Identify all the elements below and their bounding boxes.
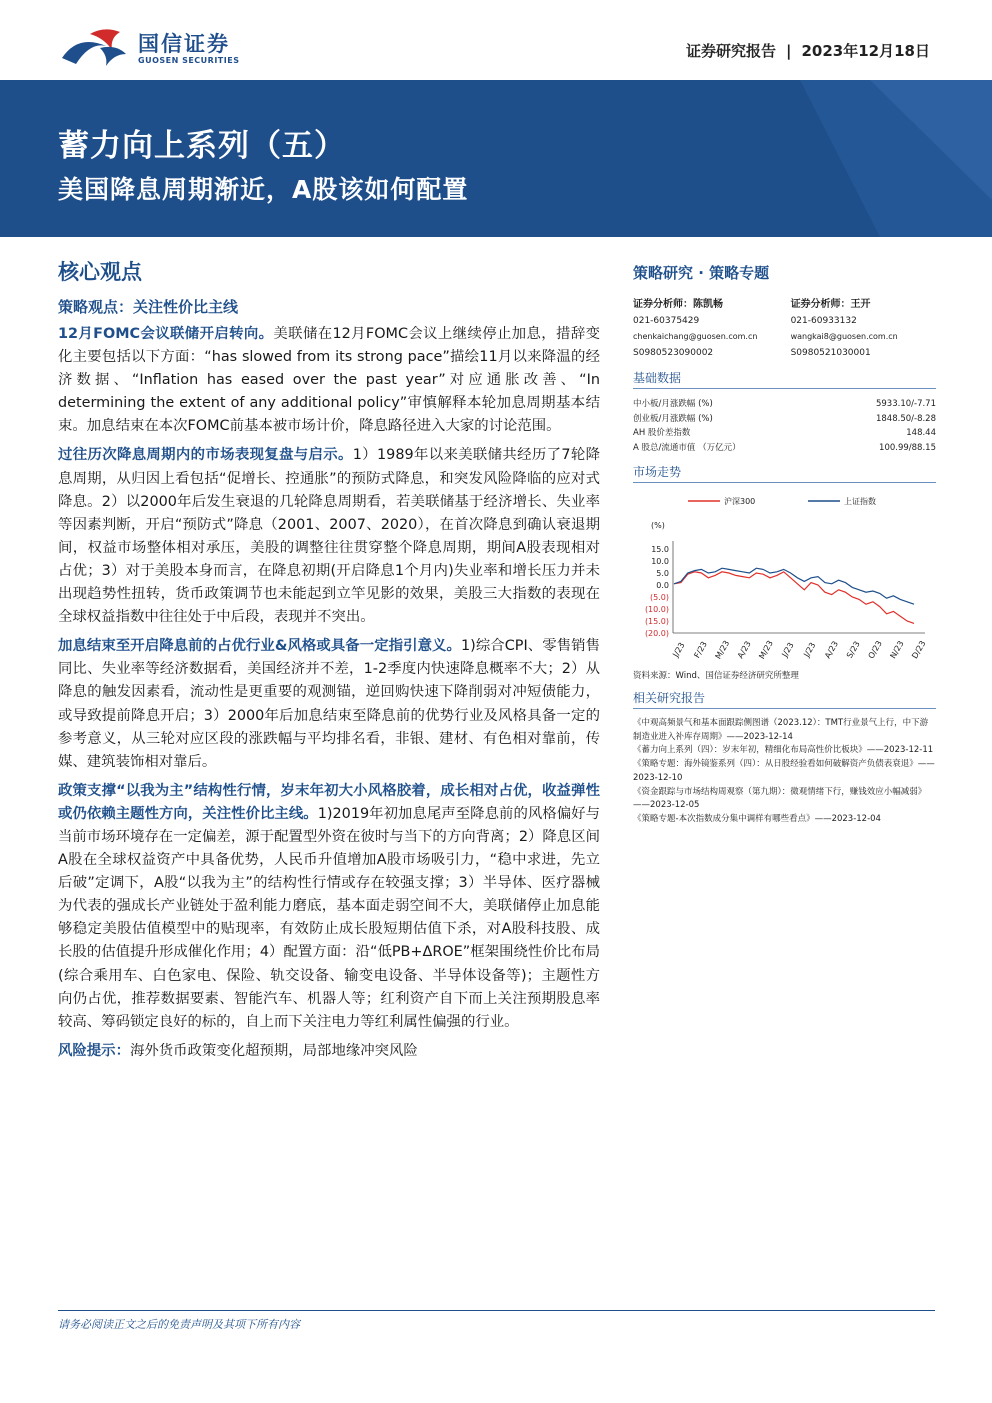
paragraph (58, 323, 600, 438)
related-report-item[interactable]: 《策略专题-本次指数成分集中调样有哪些看点》——2023-12-04 (633, 813, 881, 824)
analyst-phone: 021-60375429 (633, 316, 700, 326)
related-report-item[interactable]: 《中观高频景气和基本面跟踪侧图谱（2023.12）：TMT行业景气上行，中下游制造业进入补库存周期》——2023-12-14 (633, 718, 929, 742)
y-tick-label: 15.0 (651, 545, 669, 554)
market-trend-heading: 市场走势 (633, 463, 936, 483)
paragraph (58, 635, 600, 774)
report-meta (686, 40, 930, 61)
basic-data-label: A 股总/流通市值 （万亿元） (633, 442, 741, 453)
series-line-上证指数 (674, 568, 914, 604)
basic-data-row (633, 412, 936, 427)
chart-source: 资料来源：Wind、国信证券经济研究所整理 (633, 671, 799, 681)
basic-data-label: AH 股价差指数 (633, 428, 691, 438)
market-trend-chart (633, 491, 936, 661)
market-trend-svg (633, 491, 936, 661)
related-report-item[interactable]: 《资金跟踪与市场结构周观察（第九期）：微观情绪下行，赚钱效应小幅减弱》——2023-12-05 (633, 786, 927, 811)
basic-data-row (633, 441, 936, 456)
x-tick-label: N/23 (888, 639, 906, 661)
analyst-email[interactable]: chenkaichang@guosen.com.cn (633, 332, 758, 341)
report-type: 证券研究报告 (686, 42, 777, 60)
x-tick-label: M/23 (713, 638, 732, 661)
core-views-heading: 核心观点 (58, 260, 142, 284)
sidebar-title: 策略研究 · 策略专题 (633, 264, 770, 282)
y-tick-label: (15.0) (644, 617, 669, 626)
risk-paragraph (58, 1040, 600, 1063)
x-tick-label: O/23 (866, 639, 884, 661)
strategy-heading: 策略观点：关注性价比主线 (58, 298, 239, 316)
y-tick-label: (5.0) (650, 593, 669, 602)
paragraph-body: 1)2019年初加息尾声至降息前的风格偏好与当前市场环境存在一定偏差，源于配置型外资在彼时与当下的方向背离；2）降息区间A股在全球权益资产中具备优势，人民币升值增加A股市场吸引力，“稳中求进，先立后破”定调下，A股“以我为主”的结构性行情或存在较强支撑；3）半导体、医疗器械为代表的强成长产业链处于盈利能力磨底，基本面走弱空间不大，美联储停止加息能够稳定美股估值模型中的贴现率，有效防止成长股短期估值下杀，对A股科技股、成长股的估值提升形成催化作用；4）配置方面：沿“低PB+ΔROE”框架围绕性价比布局(综合乘用车、白色家电、保险、轨交设备、输变电设备、半导体设备等)；主题性方向仍占优，推荐数据要素、智能汽车、机器人等；红利资产自下而上关注预期股息率较高、筹码锁定良好的标的，自上而下关注电力等红利属性偏强的行业。 (58, 805, 600, 1030)
risk-lead: 风险提示： (58, 1042, 130, 1059)
paragraph-lead: 加息结束至开启降息前的占优行业&风格或具备一定指引意义。 (58, 638, 461, 655)
related-reports-heading: 相关研究报告 (633, 689, 936, 709)
x-tick-label: J/23 (780, 640, 796, 659)
report-date: 2023年12月18日 (801, 42, 930, 60)
y-tick-label: (10.0) (644, 605, 669, 614)
basic-data-table (633, 397, 936, 455)
basic-data-heading: 基础数据 (633, 369, 936, 389)
x-tick-label: F/23 (692, 639, 709, 660)
related-report-item[interactable]: 《策略专题：海外镜鉴系列（四）：从日股经验看如何破解资产负债表衰退》——2023-12-10 (633, 759, 935, 783)
basic-data-row (633, 397, 936, 412)
header-separator: | (786, 42, 792, 60)
paragraph-lead: 过往历次降息周期内的市场表现复盘与启示。 (58, 447, 353, 464)
related-reports-list (633, 717, 936, 827)
x-tick-label: S/23 (844, 639, 862, 660)
paragraph-lead: 政策支撑“以我为主”结构性行情，岁末年初大小风格胶着，成长相对占优，收益弹性或仍依赖主题性方向，关注性价比主线。 (58, 782, 600, 822)
title-banner (0, 80, 992, 237)
sidebar (633, 262, 936, 827)
risk-body: 海外货币政策变化超预期，局部地缘冲突风险 (129, 1042, 418, 1059)
x-tick-label: A/23 (823, 639, 841, 660)
series-line-沪深300 (674, 572, 914, 624)
page-header (0, 0, 992, 80)
legend-label: 沪深300 (724, 497, 756, 506)
basic-data-row (633, 426, 936, 441)
x-tick-label: J/23 (802, 640, 818, 659)
basic-data-label: 创业板/月涨跌幅 (%) (633, 413, 713, 424)
guosen-logo (60, 24, 250, 70)
y-tick-label: (20.0) (644, 629, 669, 638)
analyst-cert: S0980521030001 (790, 348, 871, 358)
brand-name-cn: 国信证券 (138, 32, 230, 56)
x-tick-label: A/23 (735, 639, 753, 660)
analyst-block (633, 297, 936, 361)
paragraph (58, 444, 600, 629)
basic-data-value: 100.99/88.15 (879, 442, 936, 453)
analyst-2 (791, 297, 936, 361)
analyst-phone: 021-60933132 (790, 316, 857, 326)
basic-data-value: 148.44 (906, 428, 936, 438)
footer-disclaimer: 请务必阅读正文之后的免责声明及其项下所有内容 (58, 1318, 300, 1331)
paragraph-body: 1）1989年以来美联储共经历了7轮降息周期，从归因上看包括“促增长、控通胀”的预防式降息，和突发风险降临的应对式降息。2）以2000年后发生衰退的几轮降息周期看，若美联储基于经济增长、失业率等因素判断，开启“预防式”降息（2001、2007、2020），在首次降息到确认衰退期间，权益市场整体相对承压，美股的调整往往贯穿整个降息周期，期间A股表现相对占优；3）对于美股本身而言，在降息初期(开启降息1个月内)失业率和增长压力并未出现趋势性扭转，货币政策调节也未能起到立竿见影的效果，美股三大指数的表现在全球权益指数中往往处于中后段，表现并不突出。 (58, 447, 600, 626)
basic-data-value: 1848.50/-8.28 (875, 413, 936, 424)
analyst-1 (633, 297, 778, 361)
y-tick-label: 0.0 (656, 581, 669, 590)
x-tick-label: J/23 (671, 640, 687, 659)
analyst-cert: S0980523090002 (633, 348, 714, 358)
analyst-email[interactable]: wangkai8@guosen.com.cn (790, 332, 898, 341)
x-tick-label: M/23 (757, 638, 775, 661)
main-content (58, 256, 600, 1069)
analyst-name: 证券分析师：王开 (790, 299, 871, 310)
basic-data-value: 5933.10/-7.71 (875, 399, 936, 409)
footer-divider (58, 1310, 935, 1311)
paragraph-body: 1)综合CPI、零售销售同比、失业率等经济数据看，美国经济并不差，1-2季度内快速降息概率不大；2）从降息的触发因素看，流动性是更重要的观测锚，逆回购快速下降削弱对冲短债能力，或导致提前降息开启；3）2000年后加息结束至降息前的优势行业及风格具备一定的参考意义，从三轮对应区段的涨跌幅与平均排名看，非银、建材、有色相对靠前，传媒、建筑装饰相对靠后。 (58, 638, 600, 770)
basic-data-label: 中小板/月涨跌幅 (%) (633, 399, 713, 409)
brand-name-en: GUOSEN SECURITIES (138, 56, 240, 65)
guosen-logo-icon (60, 24, 132, 70)
paragraph-lead: 12月FOMC会议联储开启转向。 (58, 326, 274, 342)
y-unit-label: (%) (651, 521, 665, 530)
related-report-item[interactable]: 《蓄力向上系列（四）：岁末年初，精细化布局高性价比板块》——2023-12-11 (633, 745, 934, 756)
report-title: 蓄力向上系列（五） (58, 128, 346, 164)
x-tick-label: D/23 (910, 639, 928, 661)
analyst-name: 证券分析师：陈凯畅 (633, 299, 723, 310)
paragraph (58, 780, 600, 1034)
y-tick-label: 10.0 (651, 557, 669, 566)
y-tick-label: 5.0 (656, 569, 669, 578)
legend-label: 上证指数 (844, 497, 876, 506)
paragraph-body: 美联储在12月FOMC会议上继续停止加息，措辞变化主要包括以下方面：“has slowed from its strong pace”描绘11月以来降温的经济数据、“Inflation has eased over the past year”对应通胀改善、“In determining the extent of any additional policy”审慎解释本轮加息周期基本结束。加息结束在本次FOMC前基本被市场计价，降息路径进入大家的讨论范围。 (58, 326, 600, 435)
report-subtitle: 美国降息周期渐近，A股该如何配置 (58, 175, 469, 204)
